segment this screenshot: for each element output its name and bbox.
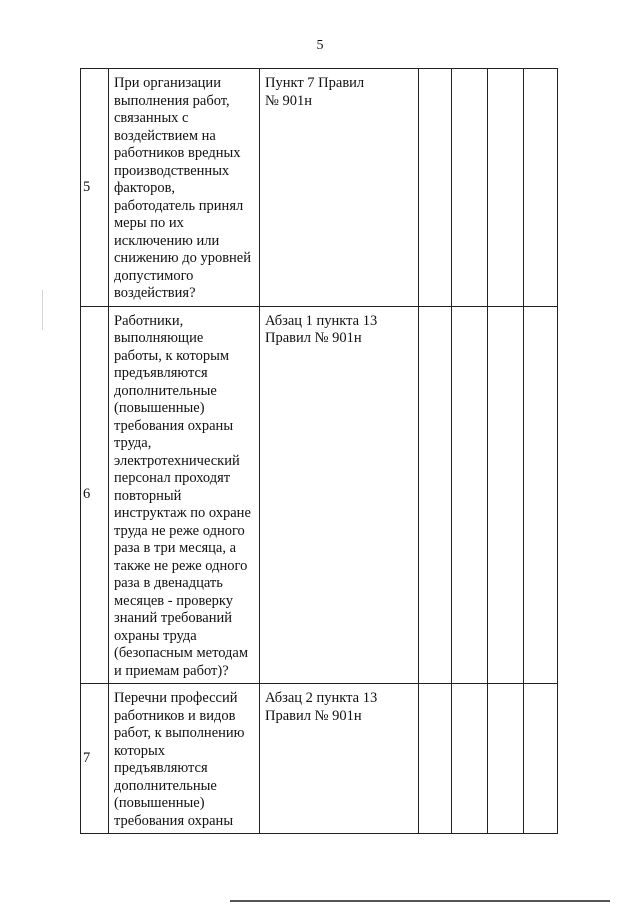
answer-cell[interactable] [524, 306, 558, 684]
row-number: 6 [81, 306, 109, 684]
answer-cell[interactable] [452, 306, 488, 684]
table-row [81, 684, 558, 834]
answer-cell[interactable] [419, 306, 452, 684]
question-text: Работники, выполняющие работы, к которым предъявляются дополнительные (повышенные) требования охраны труда, электротехнический персонал проходят повторный инструктаж по охране труда не реже одного раза в три месяца, а также не реже одного раза в двенадцать месяцев - проверку знаний требований охраны труда (безопасным методам и приемам работ)? [109, 306, 260, 684]
question-text: Перечни профессий работников и видов работ, к выполнению которых предъявляются дополнительные (повышенные) требования охраны [109, 684, 260, 834]
row-number: 5 [81, 69, 109, 307]
page-number: 5 [316, 38, 324, 53]
answer-cell[interactable] [524, 684, 558, 834]
answer-cell[interactable] [524, 69, 558, 307]
answer-cell[interactable] [488, 69, 524, 307]
answer-cell[interactable] [419, 684, 452, 834]
answer-cell[interactable] [488, 306, 524, 684]
reference-text: Абзац 1 пункта 13 Правил № 901н [260, 306, 419, 684]
answer-cell[interactable] [452, 69, 488, 307]
reference-text: Абзац 2 пункта 13 Правил № 901н [260, 684, 419, 834]
scan-artifact [42, 290, 43, 330]
scan-edge-line [230, 900, 610, 902]
row-number: 7 [81, 684, 109, 834]
answer-cell[interactable] [419, 69, 452, 307]
question-text: При организации выполнения работ, связанных с воздействием на работников вредных производственных факторов, работодатель принял меры по их исключению или снижению до уровней допустимого воздействия? [109, 69, 260, 307]
answer-cell[interactable] [488, 684, 524, 834]
checklist-table [80, 68, 558, 834]
answer-cell[interactable] [452, 684, 488, 834]
table-row [81, 306, 558, 684]
reference-text: Пункт 7 Правил № 901н [260, 69, 419, 307]
table-row [81, 69, 558, 307]
